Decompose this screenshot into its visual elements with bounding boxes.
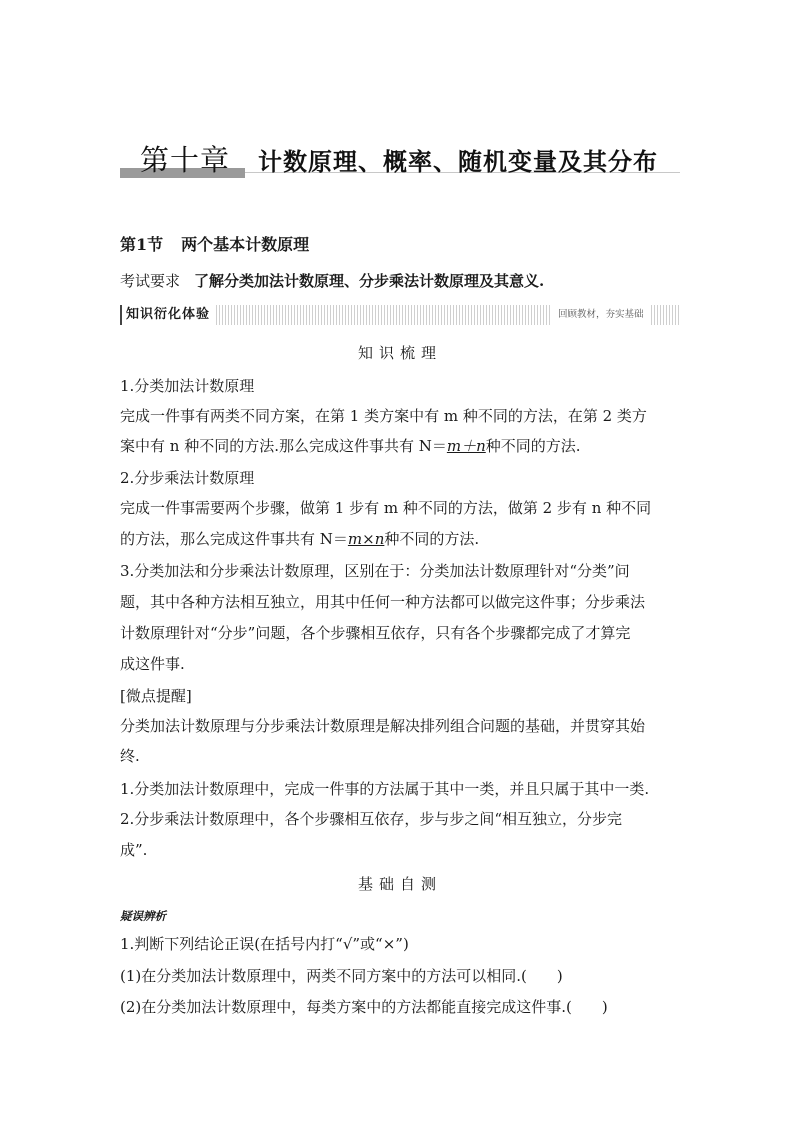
item3-line4: 成这件事.	[120, 655, 185, 673]
section-number: 第1节	[120, 235, 164, 254]
item3-line1: 3.分类加法和分步乘法计数原理，区别在于：分类加法计数原理针对“分类”问	[120, 562, 630, 580]
tip-label: [微点提醒]	[120, 687, 192, 705]
chapter-number: 第十章	[140, 143, 231, 177]
question1-item2: (2)在分类加法计数原理中，每类方案中的方法都能直接完成这件事.( )	[120, 998, 608, 1016]
section-heading	[120, 232, 309, 255]
item3-line2: 题，其中各种方法相互独立，用其中任何一种方法都可以做完这件事；分步乘法	[120, 593, 646, 611]
tip-line4: 2.分步乘法计数原理中，各个步骤相互依存，步与步之间“相互独立，分步完	[120, 810, 622, 828]
item1-answer: m＋n	[446, 437, 486, 455]
exam-requirement	[120, 270, 544, 291]
tip-line2: 终.	[120, 747, 140, 765]
banner-left-label: 知识衍化体验	[120, 305, 216, 325]
question1: 1.判断下列结论正误(在括号内打“√”或“×”)	[120, 935, 409, 953]
item1-line2-c: 种不同的方法.	[485, 437, 581, 455]
item2-line1: 完成一件事需要两个步骤，做第 1 步有 m 种不同的方法，做第 2 步有 n 种不同	[120, 499, 652, 517]
tip-line1: 分类加法计数原理与分步乘法计数原理是解决排列组合问题的基础，并贯穿其始	[120, 717, 646, 735]
self-test-heading: 基础自测	[357, 875, 442, 893]
banner-right-label: 回顾教材，夯实基础	[552, 305, 650, 325]
item2-title: 2.分步乘法计数原理	[120, 469, 255, 487]
item2-line2	[120, 529, 682, 549]
item2-answer: m×n	[347, 530, 385, 548]
item2-line2-c: 种不同的方法.	[384, 530, 480, 548]
self-test-tag: 疑误辨析	[120, 909, 166, 923]
tip-line5: 成”.	[120, 841, 148, 859]
item1-line1: 完成一件事有两类不同方案，在第 1 类方案中有 m 种不同的方法，在第 2 类方	[120, 407, 647, 425]
exam-requirement-text: 了解分类加法计数原理、分步乘法计数原理及其意义.	[194, 272, 545, 290]
section-title: 两个基本计数原理	[181, 235, 310, 254]
item1-title: 1.分类加法计数原理	[120, 377, 255, 395]
item1-line2-a: 案中有 n 种不同的方法.那么完成这件事共有 N＝	[120, 437, 447, 455]
item1-line2	[120, 436, 682, 456]
item2-line2-a: 的方法，那么完成这件事共有 N＝	[120, 530, 348, 548]
item3-line3: 计数原理针对“分步”问题，各个步骤相互依存，只有各个步骤都完成了才算完	[120, 624, 631, 642]
exam-requirement-label: 考试要求	[120, 272, 181, 290]
knowledge-heading: 知识梳理	[357, 344, 442, 362]
chapter-title: 计数原理、概率、随机变量及其分布	[258, 147, 658, 176]
tip-line3: 1.分类加法计数原理中，完成一件事的方法属于其中一类，并且只属于其中一类.	[120, 780, 650, 798]
question1-item1: (1)在分类加法计数原理中，两类不同方案中的方法可以相同.( )	[120, 967, 563, 985]
